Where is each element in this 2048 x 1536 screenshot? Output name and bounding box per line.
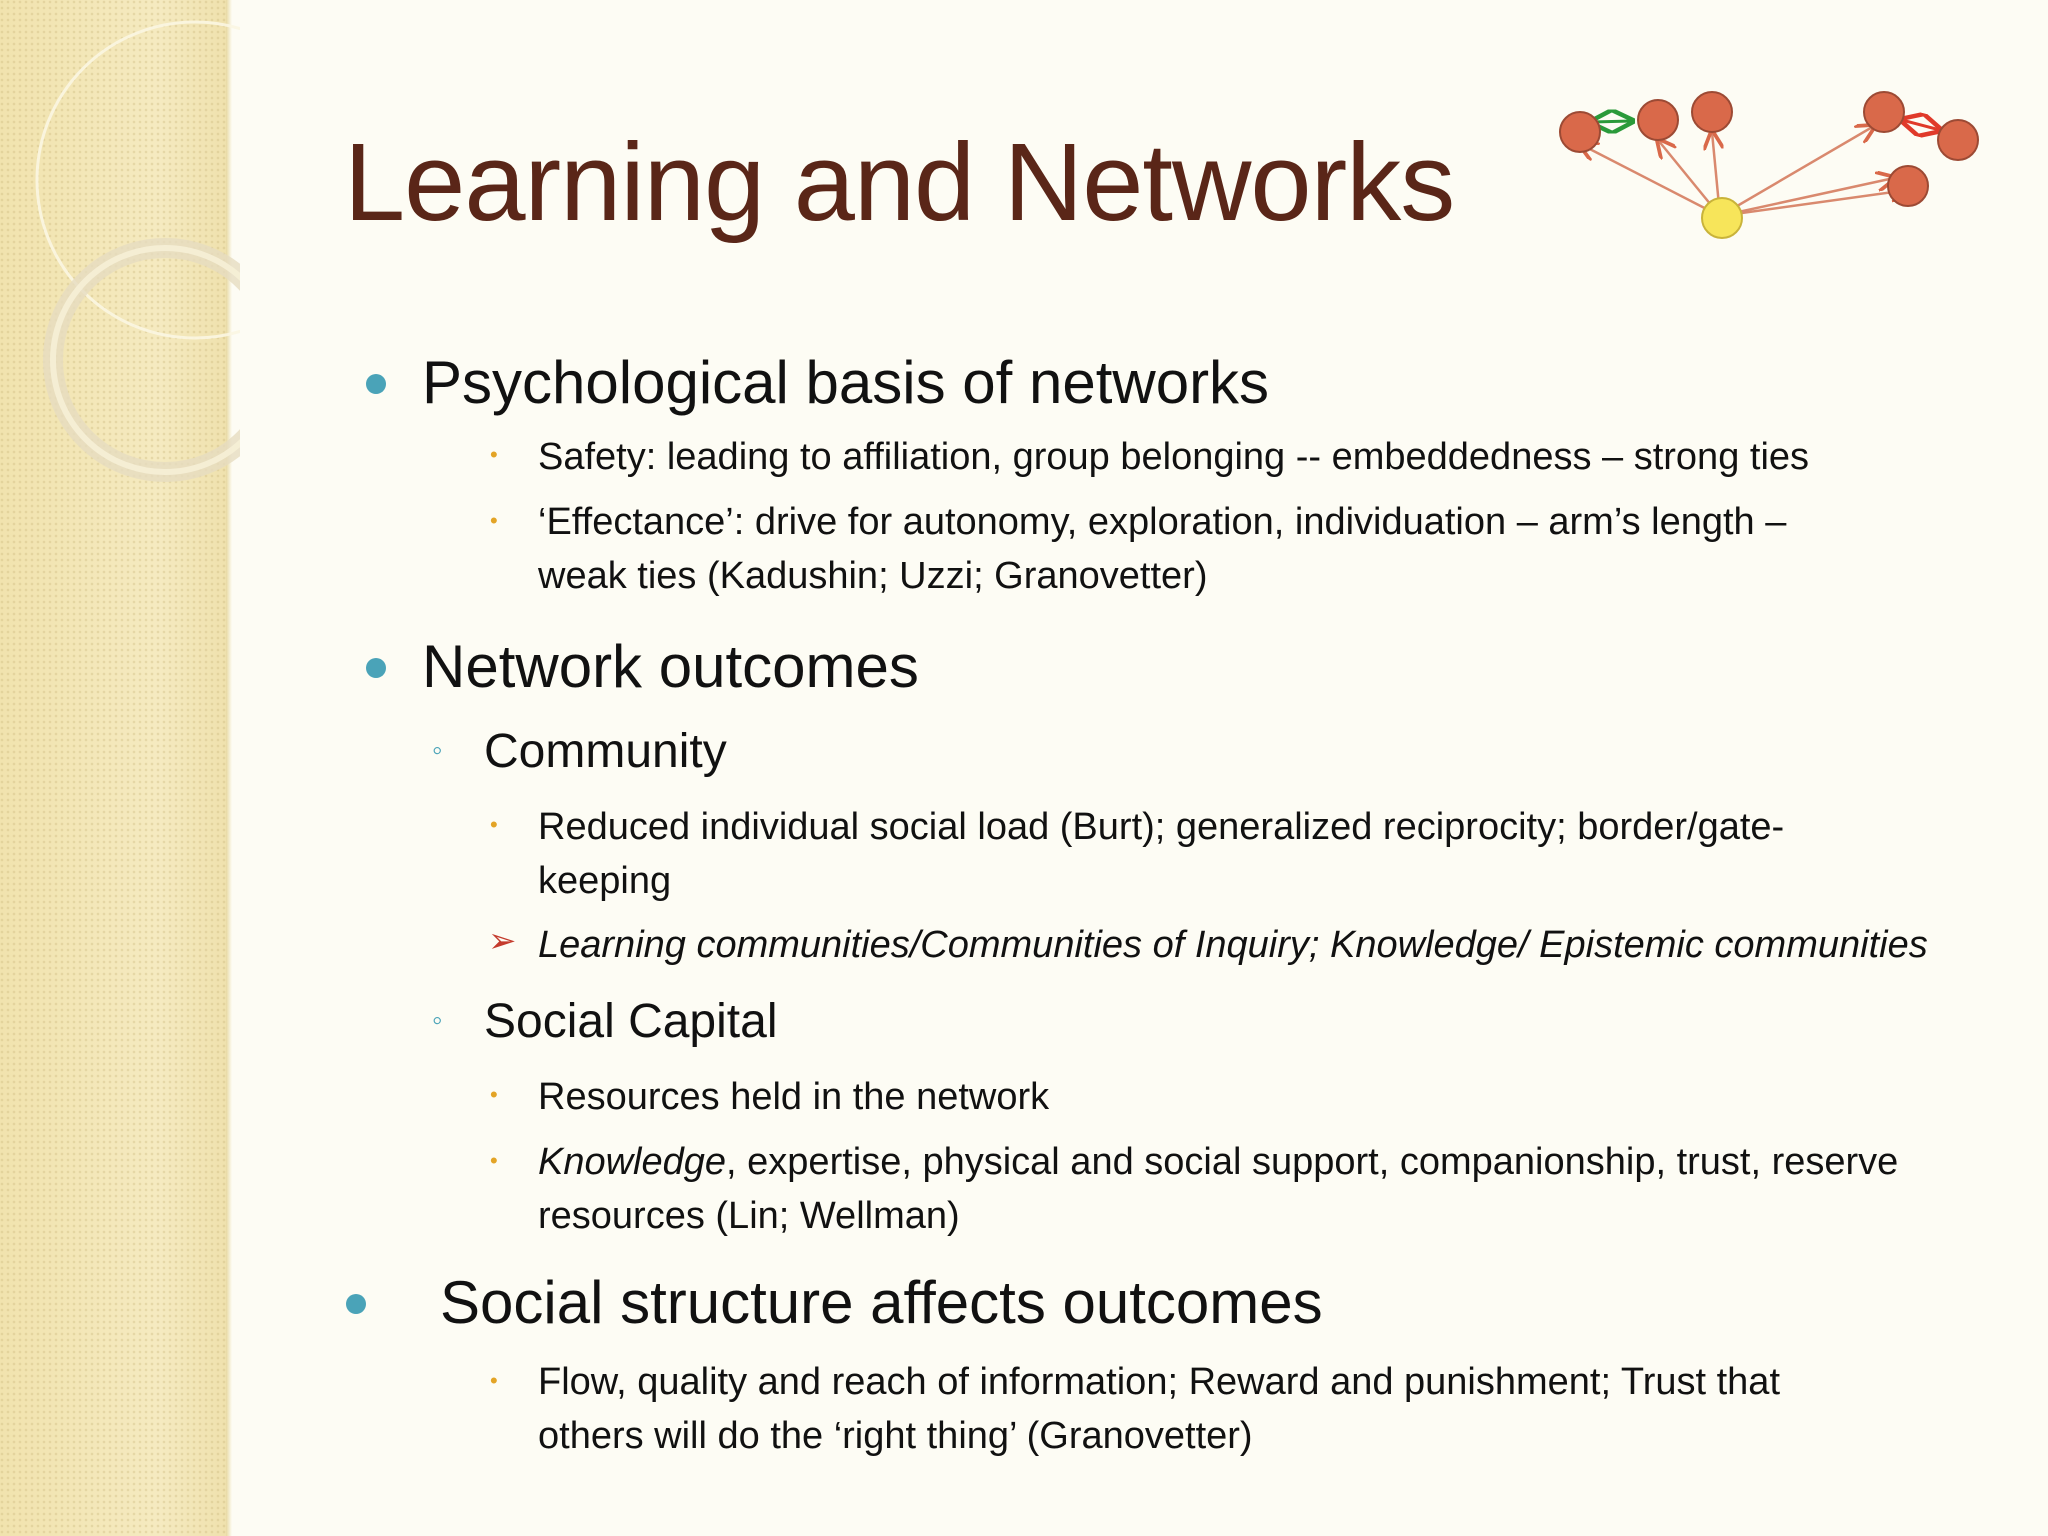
- bullet-knowledge-line1: [538, 1135, 1898, 1189]
- subheading-social-capital: Social Capital: [484, 995, 778, 1048]
- level3-bullet: •: [490, 812, 498, 837]
- slide-title: Learning and Networks: [344, 121, 1455, 244]
- bullet-effectance-line1: ‘Effectance’: drive for autonomy, exploration, individuation – arm’s length –: [538, 501, 1787, 543]
- knowledge-line1-rest: , expertise, physical and social support, companionship, trust, reserve: [726, 1141, 1899, 1183]
- bullet-learning-communities: Learning communities/Communities of Inquiry; Knowledge/ Epistemic communities: [538, 924, 1928, 966]
- level3-bullet: •: [490, 1148, 498, 1173]
- bullet-flow-line1: Flow, quality and reach of information; Reward and punishment; Trust that: [538, 1361, 1780, 1403]
- bullet-reduced-load-line1: Reduced individual social load (Burt); generalized reciprocity; border/gate-: [538, 806, 1785, 848]
- level1-bullet-dot: [366, 374, 386, 394]
- level2-bullet-ring: ◦: [432, 734, 443, 767]
- bullet-knowledge-line2: resources (Lin; Wellman): [538, 1195, 960, 1237]
- subheading-community: Community: [484, 725, 727, 778]
- bullet-effectance-line2: weak ties (Kadushin; Uzzi; Granovetter): [538, 555, 1208, 597]
- knowledge-italic-term: Knowledge: [538, 1141, 727, 1183]
- bullet-safety: Safety: leading to affiliation, group belonging -- embeddedness – strong ties: [538, 436, 1810, 478]
- section-heading-psychological-basis: Psychological basis of networks: [422, 349, 1270, 416]
- bullet-reduced-load-line2: keeping: [538, 860, 672, 902]
- level3-bullet: •: [490, 1368, 498, 1393]
- bullet-flow-line2: others will do the ‘right thing’ (Granovetter): [538, 1415, 1253, 1457]
- section-heading-network-outcomes: Network outcomes: [422, 633, 919, 700]
- level1-bullet-dot: [366, 658, 386, 678]
- level3-bullet: •: [490, 1082, 498, 1107]
- section-heading-social-structure: Social structure affects outcomes: [440, 1269, 1323, 1336]
- level3-bullet: •: [490, 508, 498, 533]
- bullet-resources-held: Resources held in the network: [538, 1076, 1050, 1118]
- level2-bullet-ring: ◦: [432, 1004, 443, 1037]
- arrow-bullet-icon: ➢: [488, 922, 517, 960]
- level1-bullet-dot: [346, 1294, 366, 1314]
- level3-bullet: •: [490, 442, 498, 467]
